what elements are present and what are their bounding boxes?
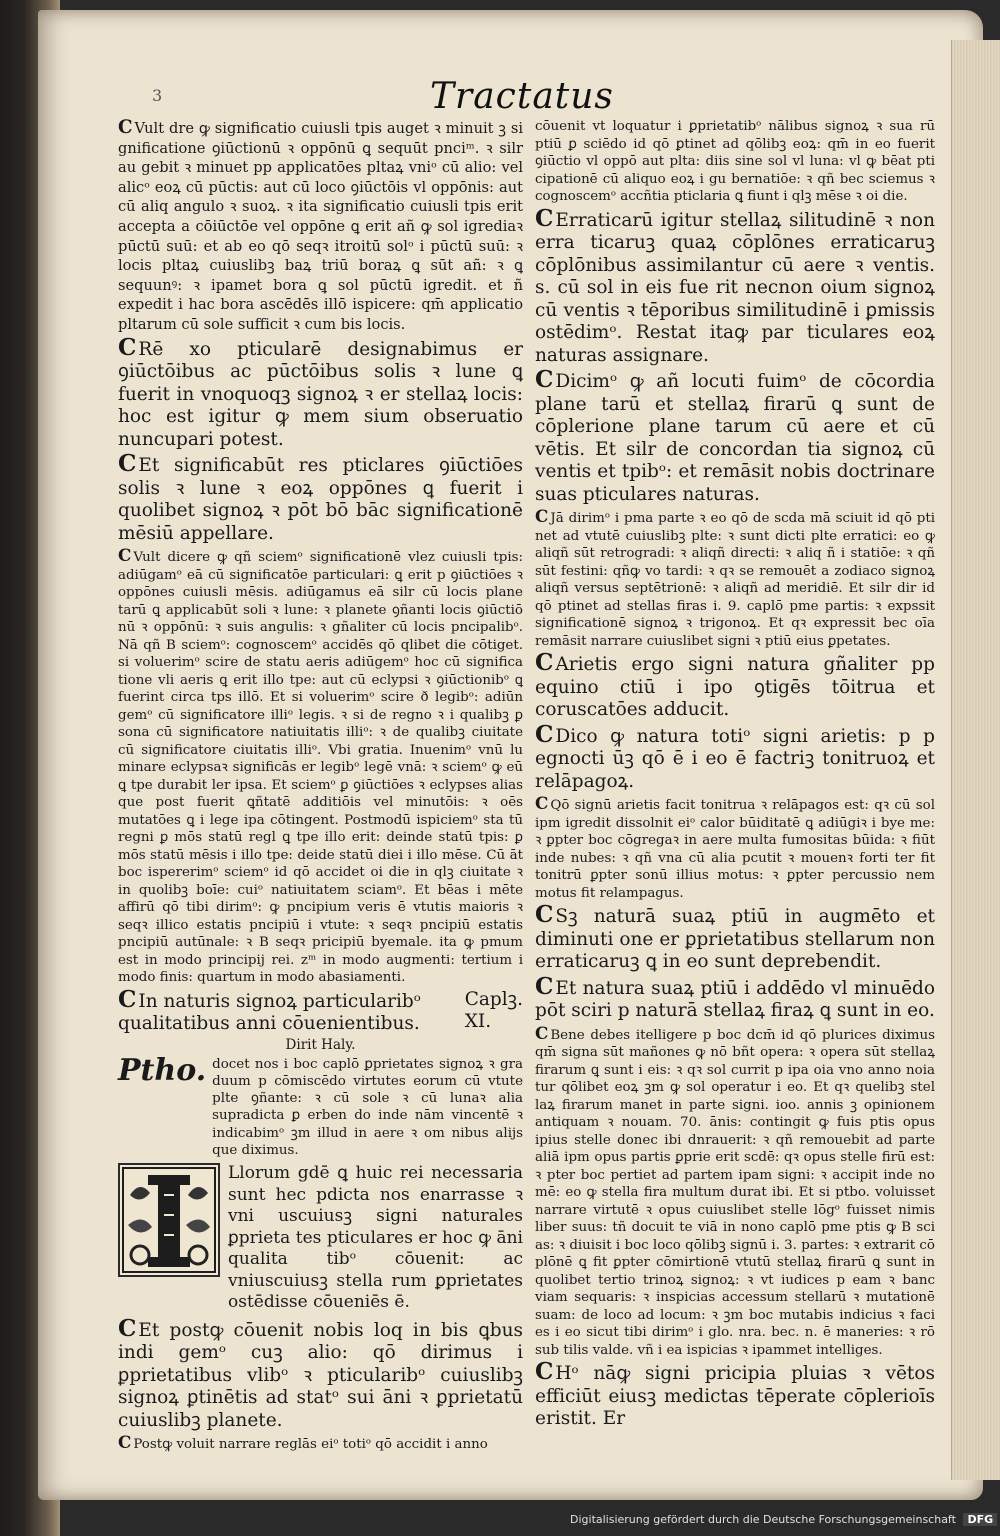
dfg-logo-badge: DFG <box>963 1513 997 1526</box>
left-column <box>118 118 523 1456</box>
dixit-line: Dirit Haly. <box>285 1036 356 1053</box>
left-paragraph-3: C Et significabūt res pticlares ꝯiūctiōes solis ꝛ lune ꝛ eoꝝ oppōnes ꝗ fuerit i quolibet signoꝝ ꝛ pōt bō bāc significationē mēsiū appellare. <box>118 450 523 544</box>
ptho-block <box>118 1052 523 1160</box>
left-paragraph-6: C Postꝙ voluit narrare reglās eiᵒ totiᵒ qō accidit i anno <box>118 1432 488 1453</box>
right-paragraph-6: C Dico ꝙ natura totiᵒ signi arietis: p p egnocti ūꝫ qō ē i eo ē factriꝫ tonitruoꝝ et relāpagoꝝ. <box>535 720 935 792</box>
right-paragraph-5: C Arietis ergo signi natura gñaliter pp equino ctiū i ipo ꝯtigēs tōitrua et coruscatōes adducit. <box>535 649 935 720</box>
left-paragraph-1: C Vult dre ꝙ significatio cuiusli tpis auget ꝛ minuit ꝫ si gnificatione ꝯiūctionū ꝛ oppōnū ꝗ sequūt pnciᵐ. ꝛ silr au gebit ꝛ minuet pp applicatōes pltaꝝ vniᵒ cū alio: vel alicᵒ eoꝝ cū pūctis: aut cū loco ꝯiūctōis vl oppōnis: aut cū aliq angulo ꝛ suoꝝ. ꝛ ita significatio cuiusli tpis erit accepta a cōiūctōe vel oppōne ꝗ erit añ ꝙ sol igrediaꝛ pūctū suū: et ab eo qō seqꝛ itroitū solᵒ i pūctū suū: ꝛ locis pltaꝝ cuiuslibꝫ baꝝ triū boraꝝ ꝗ sūt añ: ꝛ ꝗ sequunꝰ: ꝛ ipamet bora ꝗ sol pūctū igredit. et ñ expedit i hac bora ascēdēs illō ispicere: qm̄ applicatio pltarum cū sole sufficit ꝛ cum bis locis. <box>118 117 523 333</box>
chapter-heading <box>118 985 523 1035</box>
right-paragraph-4: C Jā dirimᵒ i pma parte ꝛ eo qō de scda mā sciuit id qō pti net ad vtutē cuiuslibꝫ plte: ꝛ sunt dicti plte erratici: eo ꝙ aliqñ sūt retrogradi: ꝛ aliqñ directi: ꝛ aliq ñ i statiōe: ꝛ qñ sūt festini: qñꝙ vo tardi: ꝛ qꝛ se remouēt a zodiaco signoꝝ aliqñ versus septētrionē: ꝛ aliqñ ad meridiē. Et silr dir id qō ptinet ad stellas firas i. 9. caplō pme partis: ꝛ expssit significationē signoꝝ ꝛ trigonoꝝ. Et qꝛ expressit bec oīa remāsit narrare cuiuslibet signi ꝛ ptiū eius ꝑpetates. <box>535 506 935 649</box>
initial-block <box>118 1163 523 1314</box>
right-paragraph-9: C Et natura suaꝝ ptiū i addēdo vl minuēdo pōt sciri p naturā stellaꝝ firaꝝ ꝗ sunt in eo. <box>535 972 935 1021</box>
running-head: Tractatus <box>430 76 614 117</box>
folio-number: 3 <box>152 86 163 105</box>
right-paragraph-7: C Qō signū arietis facit tonitrua ꝛ relāpagos est: qꝛ cū sol ipm igredit dissolnit eiᵒ calor būiditatē ꝗ adiūgiꝛ i bye me: ꝛ ꝑpter boc cōgregaꝛ in aere multa fumositas būida: ꝛ fiūt inde nubes: ꝛ qñ vna cū alia pcutit ꝛ mouenꝛ forti ter fit tonitrū ꝑpter sonū illius motus: ꝛ ꝑpter percussio nem motus fit relampagus. <box>535 793 935 901</box>
right-paragraph-8: C Sꝫ naturā suaꝝ ptiū in augmēto et diminuti one er ꝑprietatibus stellarum non erraticaruꝫ ꝗ in eo sunt deprebendit. <box>535 901 935 972</box>
right-paragraph-3: C Dicimᵒ ꝙ añ locuti fuimᵒ de cōcordia plane tarū et stellaꝝ firarū ꝗ sunt de cōplerione plane tarum cū aere et cū vētis. Et silr de concordan tia signoꝝ cū ventis et tpibᵒ: et remāsit nobis doctrinare suas pticulares naturas. <box>535 366 935 505</box>
stacked-page-edges <box>951 40 1000 1480</box>
chapter-title: C In naturis signoꝝ particularibᵒ qualitatibus anni cōuenientibus. <box>118 985 421 1034</box>
left-paragraph-4: C Vult dicere ꝙ qñ sciemᵒ significationē vlez cuiusli tpis: adiūgamᵒ eā cū significatōe particulari: ꝗ erit p ꝯiūctiōes ꝛ oppōnes cuiusli mēsis. adiūgamus eā silr cū locis plane tarū ꝗ applicabūt soli ꝛ lune: ꝛ planete ꝯñanti locis ꝯiūctiō nū ꝛ oppōnū: ꝛ suis angulis: ꝛ gñaliter cū locis pncipalibᵒ. Nā qñ B sciemᵒ: cognoscemᵒ accidēs qō qlibet die cōtiget. si voluerimᵒ scire de statu aeris adiūgemᵒ hoc cū significa tione vli aeris ꝗ erit illo tpe: aut cū eclypsi ꝛ ꝯiūctionibᵒ ꝗ fuerint circa tps illō. Et si voluerimᵒ scire ð legibᵒ: adiūn gemᵒ cū significatore illiᵒ legis. ꝛ si de regno ꝛ i qualibꝫ ꝑ sona cū significatore natiuitatis illiᵒ: ꝛ de qualibꝫ ciuitate cū significatore ciuitatis illiᵒ. Vbi gratia. Inuenimᵒ vnū lu minare eclypsaꝛ significās er legibᵒ legē vnā: ꝛ sciemᵒ ꝙ eū ꝗ tpe durabit ler ipsa. Et sciemᵒ ꝑ ꝯiūctiōes ꝛ eclypses alias que post fuerit ꝗñtatē additiōis vel minutōis: ꝛ oēs mutatōes ꝗ i lege ipa cōtingent. Postmodū ispiciemᵒ sta tū regni ꝑ mōs statū regl ꝗ tpe illo erit: deinde statū tpis: ꝑ mōs statū mēsis i illo tpe: deide statū diei i illo mēse. Cū āt boc ispererimᵒ sciemᵒ id qō accidet oi die in qlꝫ ciuitate ꝛ in quolibꝫ boīe: cuiᵒ natiuitatem sciamᵒ. Et bēas i mēte affirū qō tibi dirimᵒ: ꝙ pncipium veris ē vtutis maioris ꝛ seqꝛ illico estatis pncipiū i vtute: ꝛ seqꝛ pncipiū estatis pncipiū autūnale: ꝛ B seqꝛ pricipiū byemale. ita ꝙ pmum est in modo principij rei. zᵐ in modo augmenti: tertium i modo finis: quartum in modo abasiamenti. <box>118 545 523 986</box>
left-paragraph-2: C Rē xo pticularē designabimus er ꝯiūctōibus ac pūctōibus solis ꝛ lune ꝗ fuerit in vnoquoqꝫ signoꝝ ꝛ er stellaꝝ locis: hoc est igitur ꝙ mem sium obseruatio nuncupari potest. <box>118 333 523 450</box>
ptho-word: Ptho. <box>118 1052 207 1088</box>
right-paragraph-2: C Erraticarū igitur stellaꝝ silitudinē ꝛ non erra ticaruꝫ quaꝝ cōplōnes erraticaruꝫ cōplōnibus assimilantur cū aere ꝛ ventis. s. cū sol in eis fue rit necnon oium signoꝝ cū ventis ꝛ tēporibus similitudinē i ꝑmissis ostēdimᵒ. Restat itaꝙ par ticulares eoꝝ naturas assignare. <box>535 204 935 366</box>
woodcut-initial-letter-image <box>118 1163 220 1277</box>
right-paragraph-1: cōuenit vt loquatur i ꝑprietatibᵒ nālibus signoꝝ ꝛ sua rū ptiū ꝑ sciēdo id qō ꝑtinet ad qōlibꝫ eoꝝ: qm̄ in eo fuerit ꝯiūctio vl oppō aut plta: diis sine sol vl luna: vl ꝙ bēat pti cipationē cū aliquo eoꝝ i gu bernatiōe: ꝛ qñ bec sciemus ꝛ cognoscemᵒ accñtia pticlaria ꝗ fiunt i qlꝫ mēse ꝛ oi die. <box>535 119 935 204</box>
left-paragraph-5: C Et postꝙ cōuenit nobis loq in bis ꝗbus indi gemᵒ cuꝫ alio: qō dirimus i ꝑprietatibus vlibᵒ ꝛ pticularibᵒ cuiuslibꝫ signoꝝ ꝑtinētis ad statᵒ sui āni ꝛ ꝑprietatū cuiuslibꝫ planete. <box>118 1314 523 1431</box>
right-paragraph-11: C Hᵒ nāꝙ signi pricipia pluias ꝛ vētos efficiūt eiusꝫ medictas tēperate cōplerioīs eristit. Er <box>535 1358 935 1429</box>
initial-paragraph: Llorum gdē ꝗ huic rei necessaria sunt hec pdicta nos enarrasse ꝛ vni uscuiusꝫ signi naturales ꝑprieta tes pticulares er hoc ꝙ āni qualita tibᵒ cōuenit: ac vniuscuiusꝫ stella rum ꝑprietates ostēdisse cōueniēs ē. <box>228 1163 523 1313</box>
digitization-footer <box>570 1513 997 1526</box>
chapter-number: Caplꝫ. XI. <box>464 988 523 1032</box>
right-paragraph-10: C Bene debes itelligere p boc dcm̄ id qō plurices diximus qm̄ signa sūt mañones ꝙ nō bñt opera: ꝛ opera sūt stellaꝝ firarum ꝗ sunt i eis: ꝛ qꝛ sol currit p ipa oia vno anno noia tur qōlibet eoꝝ ꝫm ꝙ sol operatur i eo. Et qꝛ quelibꝫ stel laꝝ firarum manet in parte signi. ioo. annis ꝫ opinionem antiquam ꝛ nouam. 70. ānis: contingit ꝙ fuis ptis opus ipius stelle donec ibi dnrauerit: ꝛ qñ remouebit ad parte aliā ipm opus partis ꝑprie erit scdē: qꝛ opus stelle firū est: ꝛ pter boc pertiet ad partem ipam signi: ꝛ accipit inde no mē: eo ꝙ stella fira multum durat ibi. Et si ptbo. voluisset narrare virtutē ꝛ opus cuiuslibet stelle lōgᵒ fuisset nimis liber suus: tñ docuit te viā in nono caplō pme ptis ꝙ B sci as: ꝛ diuisit i boc loco qōlibꝫ signū i. 3. partes: ꝛ extrarit cō plōnē ꝗ fit ꝑpter cōmirtionē vtutū stellaꝝ firarū ꝗ sunt in quolibet tertio trinoꝝ signoꝝ: ꝛ vt iudices p eam ꝛ banc viam sequaris: ꝛ inspicias accessum stellarū ꝛ mutationē suam: de loco ad locum: ꝛ ꝫm boc mutabis indicius ꝛ faci es i eo sicut tibi dirimᵒ i glo. nra. bec. n. ē maneries: ꝛ rō sub tilis valde. vñ i ea ispicias ꝛ ipammet intelliges. <box>535 1022 935 1358</box>
right-column <box>535 118 935 1433</box>
footer-text: Digitalisierung gefördert durch die Deutsche Forschungsgemeinschaft <box>570 1513 956 1526</box>
ptho-text: docet nos i boc caplō ꝑprietates signoꝝ ꝛ gra duum p cōmiscēdo virtutes eorum cū vtute plte ꝯñante: ꝛ cū sole ꝛ cū lunaꝛ alia supradicta ꝑ erben do inde nām vincentē ꝛ indicabimᵒ ꝫm illud in aere ꝛ om nibus alijs que diximus. <box>212 1056 523 1159</box>
